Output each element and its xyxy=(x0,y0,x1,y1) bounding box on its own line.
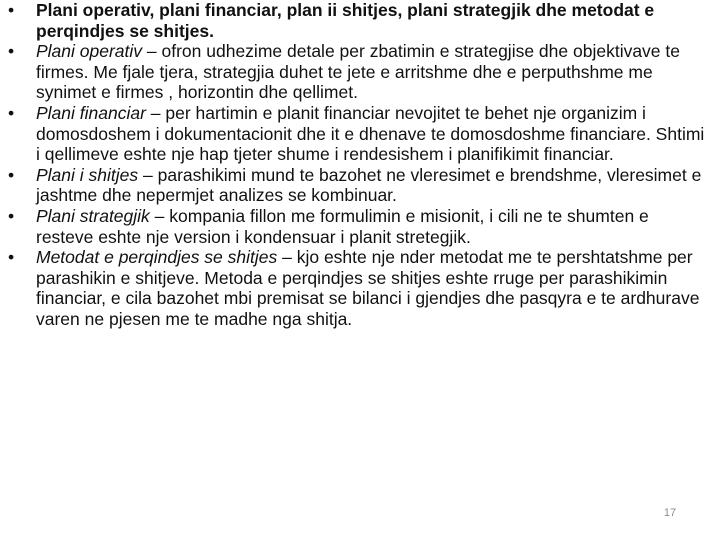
bullet-item-strategic-plan xyxy=(8,206,708,247)
slide-body xyxy=(8,0,708,330)
bullet-item-sales-percentage-method xyxy=(8,247,708,329)
bullet-icon: • xyxy=(8,164,15,185)
bullet-text: – ofron udhezime detale per zbatimin e strategjise dhe objektivave te firmes. Me fjale tjera, strategjia duhet te jete e arritshme dhe e perputhshme me synimet e firmes , horizontin dhe qellimet. xyxy=(36,41,681,103)
bullet-icon: • xyxy=(8,0,15,20)
bullet-text: – per hartimin e planit financiar nevojitet te behet nje organizim i domosdoshem i dokumentacionit dhe it e dhenave te domosdoshme financiare. Shtimi i qellimeve eshte nje hap tjeter shume i rendesishem i planifikimit financiar. xyxy=(36,102,705,165)
bullet-item-overview xyxy=(8,0,708,41)
bullet-item-financial-plan xyxy=(8,103,708,165)
bullet-term: Plani operativ xyxy=(36,41,143,62)
bullet-icon: • xyxy=(8,247,15,268)
bullet-item-operational-plan xyxy=(8,41,708,103)
bullet-icon: • xyxy=(8,205,15,226)
bullet-text: – parashikimi mund te bazohet ne vleresimet e brendshme, vleresimet e jashtme dhe nepermjet analizes se kombinuar. xyxy=(36,164,702,206)
bullet-item-sales-plan xyxy=(8,165,708,206)
page-number: 17 xyxy=(663,507,677,519)
bullet-term: Plani i shitjes xyxy=(36,164,139,185)
bullet-text: Plani operativ, plani financiar, plan ii shitjes, plani strategjik dhe metodat e perqindjes se shitjes. xyxy=(36,0,655,41)
bullet-term: Plani financiar xyxy=(36,102,146,123)
bullet-icon: • xyxy=(8,41,15,62)
bullet-list xyxy=(8,0,708,330)
bullet-icon: • xyxy=(8,102,15,123)
bullet-text: – kjo eshte nje nder metodat me te pershtatshme per parashikin e shitjeve. Metoda e perqindjes se shitjes eshte rruge per parashikimin financiar, e cila bazohet mbi premisat se bilanci i gjendjes dhe pasqyra e te ardhurave varen ne pjesen me te madhe nga shitja. xyxy=(36,247,700,329)
bullet-term: Metodat e perqindjes se shitjes xyxy=(36,247,278,268)
bullet-term: Plani strategjik xyxy=(36,205,150,226)
bullet-text: – kompania fillon me formulimin e misionit, i cili ne te shumten e resteve eshte nje version i kondensuar i planit stretegjik. xyxy=(36,205,649,247)
